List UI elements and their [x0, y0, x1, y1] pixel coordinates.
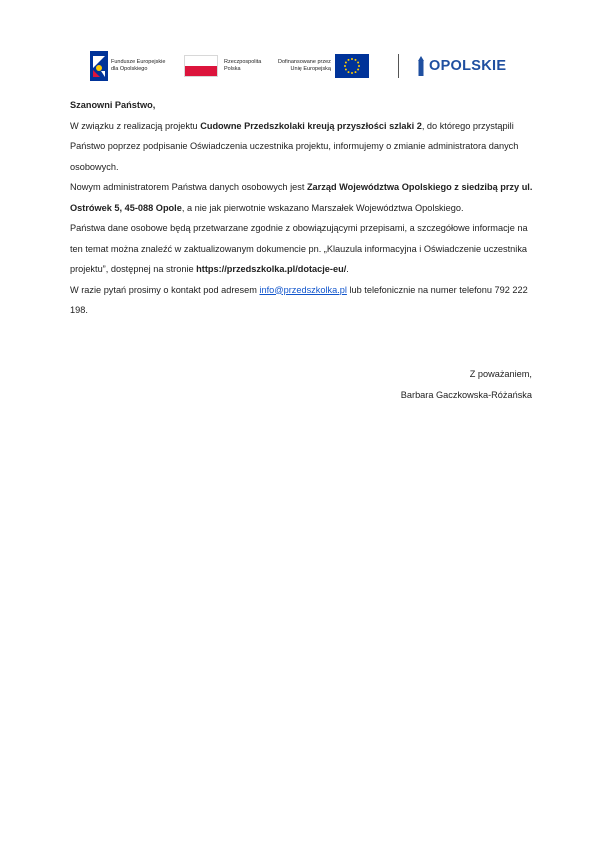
paragraph-administrator: Nowym administratorem Państwa danych osobowych jest Zarząd Województwa Opolskiego z siedzibą przy ul. Ostrówek 5, 45-088 Opole, a nie jak pierwotnie wskazano Marszałek Województwa Opolskiego.	[70, 182, 533, 213]
paragraph-project: W związku z realizacją projektu Cudowne Przedszkolaki kreują przyszłości szlaki 2, do którego przystąpili Państwo poprzez podpisanie Oświadczenia uczestnika projektu, informujemy o zmianie administratora danych osobowych.	[70, 120, 519, 172]
unia-europejska-text: Dofinansowane przez Unię Europejską	[278, 59, 331, 72]
eu-flag-icon	[335, 54, 369, 78]
poland-flag-icon	[184, 55, 218, 77]
closing: Z poważaniem,	[469, 369, 532, 379]
signature-block	[401, 364, 532, 405]
logo-bar	[86, 48, 526, 84]
opolskie-logo	[416, 48, 506, 84]
greeting: Szanowni Państwo,	[70, 100, 156, 110]
rzeczpospolita-polska-text: Rzeczpospolita Polska	[224, 59, 262, 72]
opolskie-tower-icon	[416, 56, 426, 76]
letter-body	[70, 95, 540, 321]
website-url: https://przedszkolka.pl/dotacje-eu/	[196, 264, 347, 274]
opolskie-text: OPOLSKIE	[429, 58, 507, 74]
rzeczpospolita-polska-logo	[184, 48, 261, 84]
administrator-name: Zarząd Województwa Opolskiego z siedzibą przy ul. Ostrówek 5, 45-088 Opole	[70, 182, 533, 213]
project-name: Cudowne Przedszkolaki kreują przyszłości szlaki 2	[200, 120, 422, 131]
email-link[interactable]: info@przedszkolka.pl	[259, 284, 347, 295]
fundusze-europejskie-text: Fundusze Europejskie dla Opolskiego	[111, 59, 166, 72]
signature-name: Barbara Gaczkowska-Różańska	[400, 389, 532, 400]
unia-europejska-logo	[278, 48, 369, 84]
fundusze-europejskie-icon	[90, 51, 108, 81]
paragraph-contact: W razie pytań prosimy o kontakt pod adresem info@przedszkolka.pl lub telefonicznie na numer telefonu 792 222 198.	[70, 284, 528, 315]
paragraph-data-processing: Państwa dane osobowe będą przetwarzane zgodnie z obowiązującymi przepisami, a szczegółowe informacje na ten temat można znaleźć w zaktualizowanym dokumencie pn. „Klauzula informacyjna i Oświadczenie uczestnika projektu”, dostępnej na stronie https://przedszkolka.pl/dotacje-eu/.	[70, 223, 528, 274]
fundusze-europejskie-logo	[90, 48, 165, 84]
logo-divider	[398, 54, 399, 78]
